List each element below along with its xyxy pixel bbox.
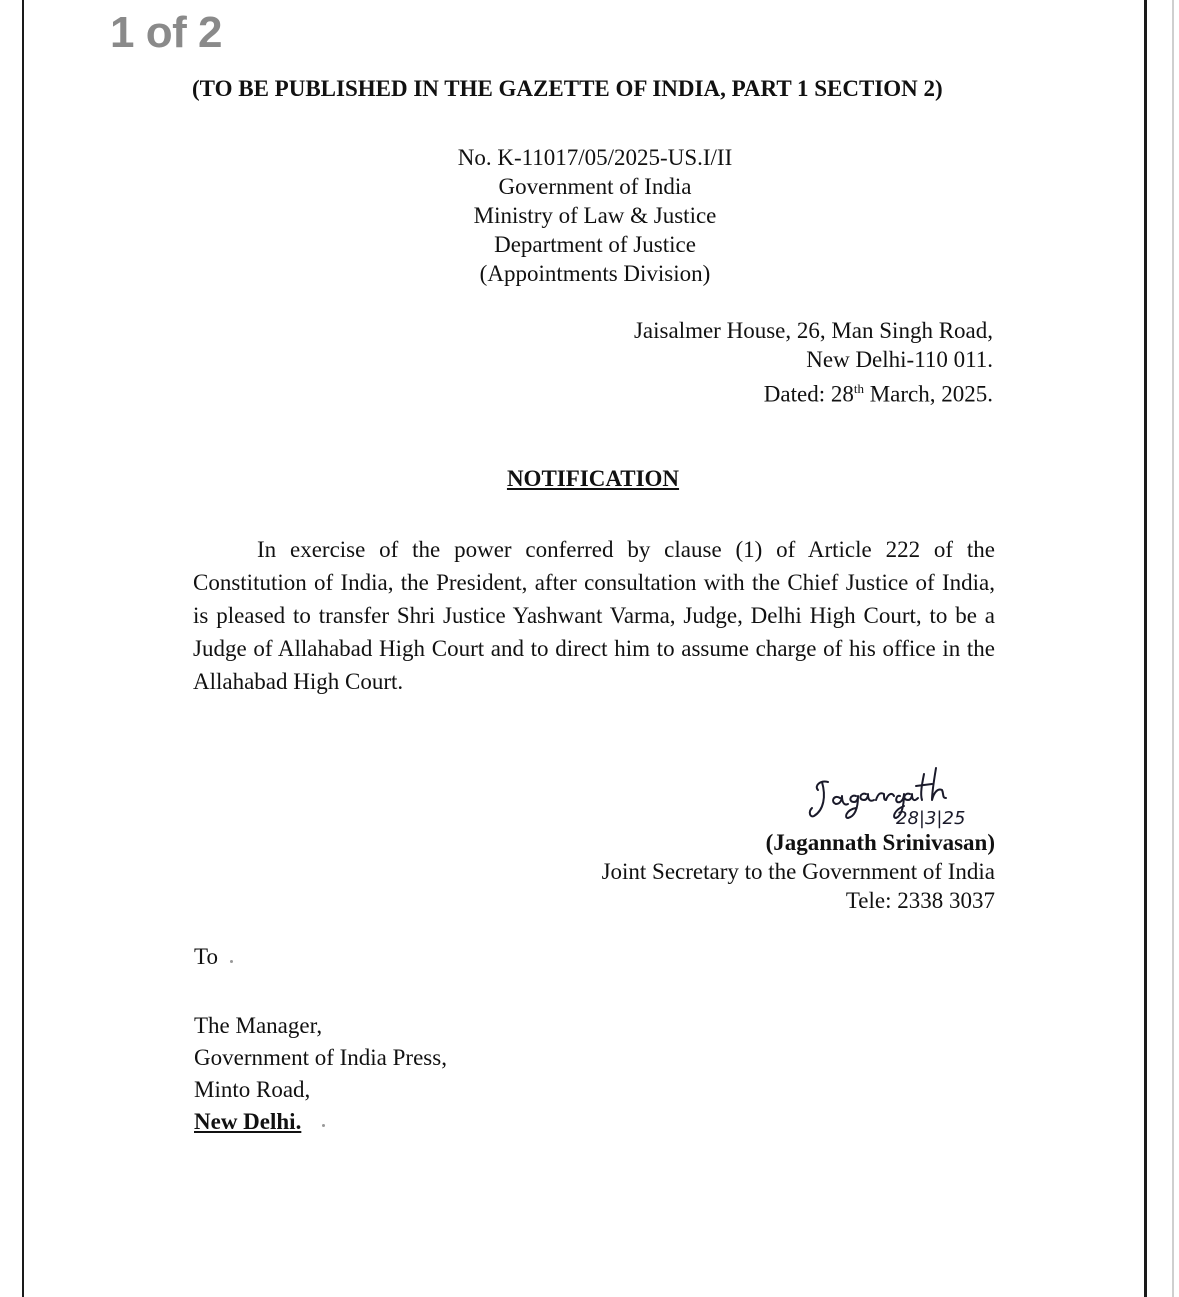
division-line: (Appointments Division) (479, 261, 711, 286)
handwritten-date: 28|3|25 (896, 808, 966, 829)
signatory-telephone: Tele: 2338 3037 (845, 888, 995, 913)
letterhead (400, 143, 790, 288)
scan-speck (322, 1124, 325, 1127)
department-line: Department of Justice (494, 232, 696, 257)
scan-speck (230, 960, 233, 963)
page-counter: 1 of 2 (110, 8, 222, 57)
file-number: No. K-11017/05/2025-US.I/II (457, 145, 733, 170)
address-line-2: New Delhi-110 011. (806, 347, 993, 372)
recipient-line-1: The Manager, (194, 1013, 323, 1038)
page-left-edge (22, 0, 24, 1297)
recipient-city: New Delhi. (194, 1109, 302, 1134)
recipient-line-2: Government of India Press, (194, 1045, 447, 1070)
to-label: To (194, 944, 218, 969)
government-line: Government of India (498, 174, 692, 199)
ministry-line: Ministry of Law & Justice (473, 203, 717, 228)
page-right-shadow (1172, 0, 1174, 1297)
recipient-line-3: Minto Road, (194, 1077, 311, 1102)
address-line-1: Jaisalmer House, 26, Man Singh Road, (633, 318, 993, 343)
signatory-designation: Joint Secretary to the Government of India (601, 859, 995, 884)
handwritten-signature (800, 760, 1000, 830)
gazette-note: (TO BE PUBLISHED IN THE GAZETTE OF INDIA, PART 1 SECTION 2) (192, 76, 943, 101)
signature-block (560, 828, 995, 915)
page-right-edge (1144, 0, 1147, 1297)
date-line: Dated: 28th March, 2025. (763, 381, 993, 407)
notification-title: NOTIFICATION (506, 466, 680, 491)
recipient-address (194, 1010, 447, 1138)
office-address (560, 316, 993, 409)
signatory-name: (Jagannath Srinivasan) (765, 830, 995, 855)
notification-body: In exercise of the power conferred by clause (1) of Article 222 of the Constitution of India, the President, after consultation with the Chief Justice of India, is pleased to transfer Shri Justice Yashwant Varma, Judge, Delhi High Court, to be a Judge of Allahabad High Court and to direct him to assume charge of his office in the Allahabad High Court. (193, 537, 995, 694)
